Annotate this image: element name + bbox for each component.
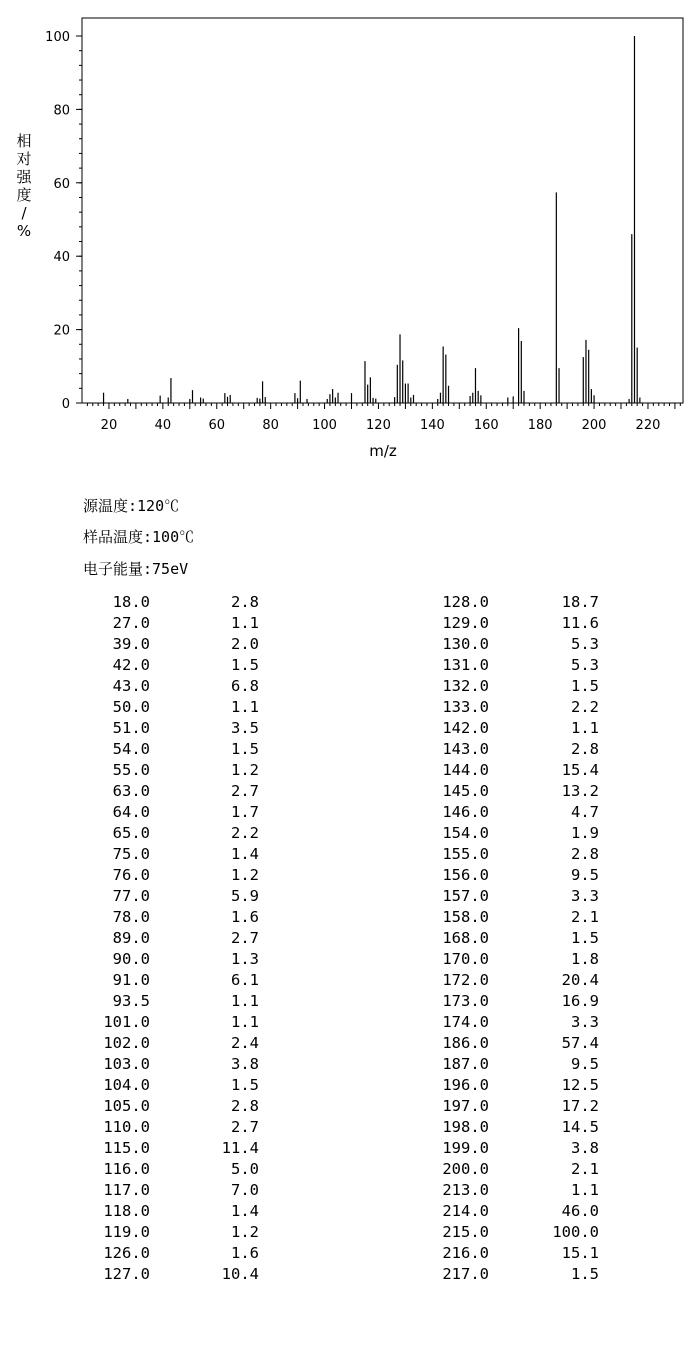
mz-value: 101.0 (103, 1013, 150, 1031)
mz-value: 168.0 (442, 929, 489, 947)
intensity-value: 1.2 (231, 1223, 259, 1241)
y-tick-label: 80 (53, 103, 70, 119)
mz-value: 91.0 (112, 971, 150, 989)
table-row (0, 1180, 687, 1201)
intensity-value: 4.7 (571, 803, 599, 821)
table-row (0, 1054, 687, 1075)
intensity-value: 1.9 (571, 824, 599, 842)
mz-value: 39.0 (112, 635, 150, 653)
intensity-value: 2.0 (231, 635, 259, 653)
x-axis-label: m/z (369, 442, 397, 460)
table-row (0, 592, 687, 613)
table-row (0, 1264, 687, 1285)
intensity-value: 1.8 (571, 950, 599, 968)
mz-value: 200.0 (442, 1160, 489, 1178)
table-row (0, 1201, 687, 1222)
intensity-value: 1.1 (231, 698, 259, 716)
x-tick-label: 100 (312, 418, 337, 433)
intensity-value: 5.3 (571, 656, 599, 674)
mz-value: 133.0 (442, 698, 489, 716)
mz-value: 142.0 (442, 719, 489, 737)
x-tick-label: 140 (419, 418, 445, 433)
intensity-value: 1.4 (231, 845, 259, 863)
mz-value: 64.0 (112, 803, 150, 821)
table-row (0, 802, 687, 823)
mz-value: 158.0 (442, 908, 489, 926)
mz-value: 196.0 (442, 1076, 489, 1094)
intensity-value: 20.4 (561, 971, 599, 989)
intensity-value: 1.4 (231, 1202, 259, 1220)
mz-value: 54.0 (112, 740, 150, 758)
source-temperature: 源温度:120℃ (83, 497, 180, 515)
mz-value: 217.0 (442, 1265, 489, 1283)
y-axis-label: 相对强度/ % (16, 132, 32, 240)
table-row (0, 1159, 687, 1180)
intensity-value: 1.5 (571, 1265, 599, 1283)
table-row (0, 1096, 687, 1117)
table-row (0, 613, 687, 634)
intensity-value: 3.5 (231, 719, 259, 737)
mz-value: 187.0 (442, 1055, 489, 1073)
table-row (0, 1222, 687, 1243)
x-tick-label: 120 (366, 418, 391, 433)
x-tick-label: 200 (581, 418, 607, 433)
mz-value: 143.0 (442, 740, 489, 758)
mz-value: 18.0 (112, 593, 150, 611)
intensity-value: 9.5 (571, 1055, 599, 1073)
mz-value: 115.0 (103, 1139, 150, 1157)
intensity-value: 17.2 (561, 1097, 599, 1115)
intensity-value: 6.8 (231, 677, 259, 695)
intensity-value: 1.1 (231, 614, 259, 632)
intensity-value: 5.0 (231, 1160, 259, 1178)
table-row (0, 1075, 687, 1096)
intensity-value: 1.1 (231, 992, 259, 1010)
mz-value: 132.0 (442, 677, 489, 695)
mz-value: 93.5 (112, 992, 150, 1010)
intensity-value: 1.6 (231, 1244, 259, 1262)
table-row (0, 1138, 687, 1159)
mz-value: 63.0 (112, 782, 150, 800)
intensity-value: 11.4 (221, 1139, 259, 1157)
y-tick-label: 20 (53, 323, 70, 339)
intensity-value: 14.5 (561, 1118, 599, 1136)
intensity-value: 5.9 (231, 887, 259, 905)
mz-value: 77.0 (112, 887, 150, 905)
mz-value: 119.0 (103, 1223, 150, 1241)
sample-temperature: 样品温度:100℃ (83, 528, 195, 546)
mz-value: 154.0 (442, 824, 489, 842)
table-row (0, 1243, 687, 1264)
intensity-value: 1.5 (231, 1076, 259, 1094)
table-row (0, 886, 687, 907)
plot-frame (82, 18, 683, 403)
mz-value: 131.0 (442, 656, 489, 674)
intensity-value: 2.7 (231, 782, 259, 800)
mz-value: 43.0 (112, 677, 150, 695)
x-tick-label: 180 (527, 418, 553, 433)
intensity-value: 3.3 (571, 887, 599, 905)
intensity-value: 1.6 (231, 908, 259, 926)
intensity-value: 2.8 (231, 1097, 259, 1115)
table-row (0, 928, 687, 949)
mz-value: 145.0 (442, 782, 489, 800)
mz-value: 118.0 (103, 1202, 150, 1220)
electron-energy: 电子能量:75eV (83, 560, 189, 578)
x-tick-label: 220 (635, 418, 661, 433)
intensity-value: 100.0 (552, 1223, 599, 1241)
table-row (0, 634, 687, 655)
mz-value: 75.0 (112, 845, 150, 863)
intensity-value: 13.2 (561, 782, 599, 800)
intensity-value: 1.5 (571, 677, 599, 695)
mz-value: 172.0 (442, 971, 489, 989)
intensity-value: 57.4 (561, 1034, 599, 1052)
table-row (0, 781, 687, 802)
intensity-value: 1.2 (231, 866, 259, 884)
mz-value: 110.0 (103, 1118, 150, 1136)
y-tick-label: 40 (53, 250, 70, 266)
mass-spectrum-chart (0, 0, 687, 470)
mz-value: 155.0 (442, 845, 489, 863)
intensity-value: 7.0 (231, 1181, 259, 1199)
mz-value: 199.0 (442, 1139, 489, 1157)
x-tick-label: 40 (154, 418, 172, 433)
mz-value: 215.0 (442, 1223, 489, 1241)
intensity-value: 2.1 (571, 908, 599, 926)
mz-value: 27.0 (112, 614, 150, 632)
y-tick-label: 60 (53, 176, 70, 192)
mz-value: 78.0 (112, 908, 150, 926)
intensity-value: 15.4 (561, 761, 599, 779)
mz-value: 146.0 (442, 803, 489, 821)
table-row (0, 655, 687, 676)
mz-value: 144.0 (442, 761, 489, 779)
intensity-value: 3.8 (231, 1055, 259, 1073)
intensity-value: 2.7 (231, 929, 259, 947)
intensity-value: 2.2 (231, 824, 259, 842)
x-tick-label: 80 (262, 418, 279, 433)
intensity-value: 15.1 (561, 1244, 599, 1262)
mz-value: 76.0 (112, 866, 150, 884)
intensity-value: 1.5 (231, 656, 259, 674)
intensity-value: 3.3 (571, 1013, 599, 1031)
table-row (0, 823, 687, 844)
intensity-value: 12.5 (561, 1076, 599, 1094)
mz-value: 128.0 (442, 593, 489, 611)
table-row (0, 760, 687, 781)
mz-value: 89.0 (112, 929, 150, 947)
mz-value: 157.0 (442, 887, 489, 905)
y-tick-label: 0 (61, 397, 70, 412)
table-row (0, 718, 687, 739)
x-tick-label: 160 (473, 418, 499, 433)
mz-value: 50.0 (112, 698, 150, 716)
intensity-value: 18.7 (561, 593, 599, 611)
intensity-value: 1.3 (231, 950, 259, 968)
mz-value: 198.0 (442, 1118, 489, 1136)
intensity-value: 2.2 (571, 698, 599, 716)
intensity-value: 2.8 (571, 845, 599, 863)
intensity-value: 2.7 (231, 1118, 259, 1136)
mz-value: 102.0 (103, 1034, 150, 1052)
mz-value: 42.0 (112, 656, 150, 674)
mz-value: 156.0 (442, 866, 489, 884)
intensity-value: 1.1 (571, 1181, 599, 1199)
intensity-value: 10.4 (221, 1265, 259, 1283)
mz-value: 170.0 (442, 950, 489, 968)
intensity-value: 2.8 (231, 593, 259, 611)
mz-value: 90.0 (112, 950, 150, 968)
intensity-value: 16.9 (561, 992, 599, 1010)
mz-value: 173.0 (442, 992, 489, 1010)
mz-value: 116.0 (103, 1160, 150, 1178)
intensity-value: 46.0 (561, 1202, 599, 1220)
mz-value: 213.0 (442, 1181, 489, 1199)
table-row (0, 991, 687, 1012)
intensity-value: 1.1 (571, 719, 599, 737)
table-row (0, 907, 687, 928)
intensity-value: 11.6 (561, 614, 599, 632)
table-row (0, 970, 687, 991)
x-tick-label: 60 (208, 418, 226, 433)
y-tick-label: 100 (45, 30, 70, 45)
intensity-value: 1.2 (231, 761, 259, 779)
mz-value: 214.0 (442, 1202, 489, 1220)
intensity-value: 1.5 (571, 929, 599, 947)
mz-value: 103.0 (103, 1055, 150, 1073)
mz-value: 105.0 (103, 1097, 150, 1115)
table-row (0, 697, 687, 718)
intensity-value: 2.4 (231, 1034, 259, 1052)
mz-value: 126.0 (103, 1244, 150, 1262)
table-row (0, 949, 687, 970)
table-row (0, 865, 687, 886)
intensity-value: 3.8 (571, 1139, 599, 1157)
mz-value: 130.0 (442, 635, 489, 653)
table-row (0, 739, 687, 760)
mz-value: 129.0 (442, 614, 489, 632)
intensity-value: 9.5 (571, 866, 599, 884)
x-tick-label: 20 (100, 418, 118, 433)
mz-value: 174.0 (442, 1013, 489, 1031)
mz-value: 104.0 (103, 1076, 150, 1094)
table-row (0, 1117, 687, 1138)
mz-value: 117.0 (103, 1181, 150, 1199)
mz-value: 55.0 (112, 761, 150, 779)
table-row (0, 1012, 687, 1033)
mz-value: 186.0 (442, 1034, 489, 1052)
mz-value: 51.0 (112, 719, 150, 737)
table-row (0, 1033, 687, 1054)
intensity-value: 1.1 (231, 1013, 259, 1031)
intensity-value: 2.8 (571, 740, 599, 758)
mz-value: 65.0 (112, 824, 150, 842)
intensity-value: 1.7 (231, 803, 259, 821)
intensity-value: 5.3 (571, 635, 599, 653)
mz-value: 197.0 (442, 1097, 489, 1115)
table-row (0, 844, 687, 865)
intensity-value: 1.5 (231, 740, 259, 758)
intensity-value: 2.1 (571, 1160, 599, 1178)
mz-value: 216.0 (442, 1244, 489, 1262)
table-row (0, 676, 687, 697)
intensity-value: 6.1 (231, 971, 259, 989)
mz-value: 127.0 (103, 1265, 150, 1283)
